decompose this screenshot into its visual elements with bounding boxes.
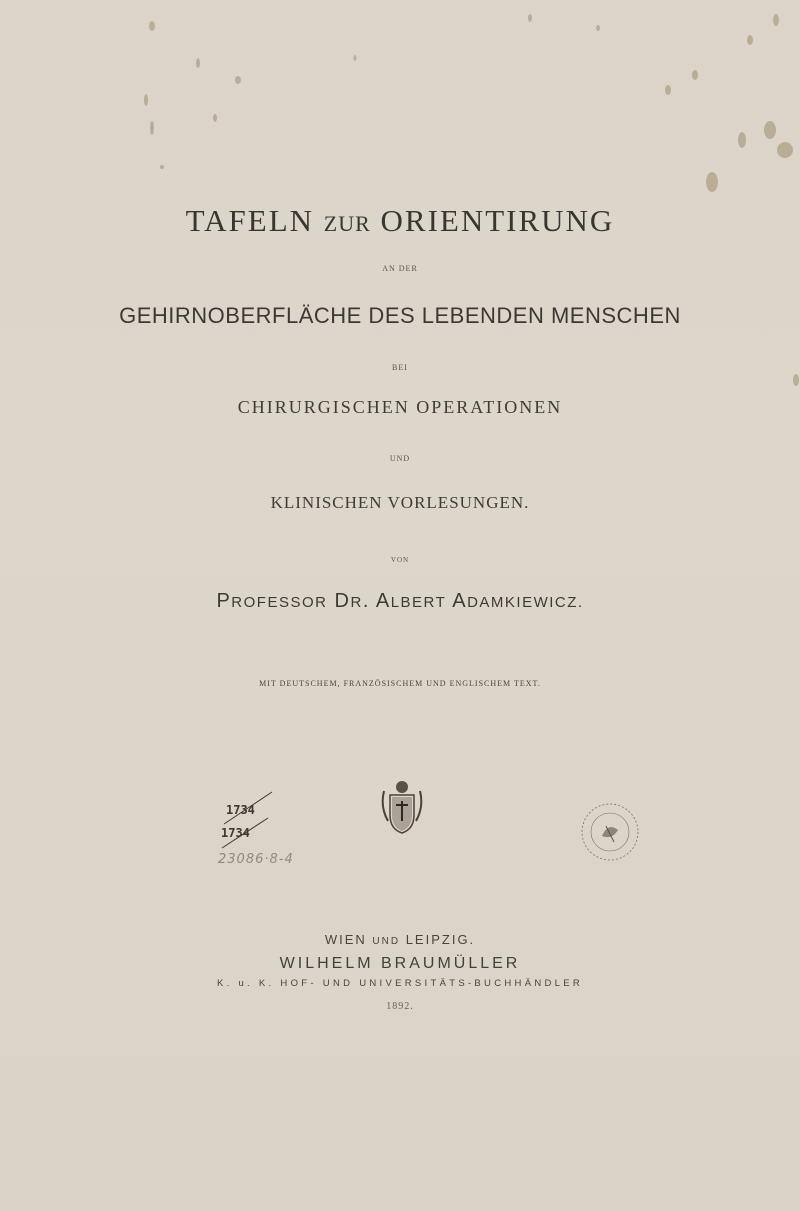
author-text: ROFESSOR xyxy=(231,594,328,611)
connector-von: VON xyxy=(390,556,410,564)
bookseller-line: K. u. K. HOF- UND UNIVERSITÄTS-BUCHHÄNDLER xyxy=(216,978,584,989)
author-initial: A xyxy=(375,590,391,612)
strike-lines xyxy=(220,790,280,850)
connector-bei: BEI xyxy=(392,363,408,372)
author-initial: A xyxy=(452,590,468,612)
publisher-name: WILHELM BRAUMÜLLER xyxy=(279,955,521,972)
library-stamp-icon xyxy=(576,796,644,868)
author-text: LBERT xyxy=(390,594,447,611)
connector-an-der: AN DER xyxy=(382,264,418,273)
language-note: MIT DEUTSCHEM, FRANZÖSISCHEM UND ENGLISCHEM TEXT. xyxy=(259,679,541,688)
foxing-stains xyxy=(0,0,800,400)
subtitle: GEHIRNOBERFLÄCHE DES LEBENDEN MENSCHEN xyxy=(119,303,681,328)
call-number-handwritten: 23086·8-4 xyxy=(218,852,294,867)
surgical-line: CHIRURGISCHEN OPERATIONEN xyxy=(237,397,563,417)
clinical-line: KLINISCHEN VORLESUNGEN. xyxy=(270,493,530,512)
call-number-2: 1734 xyxy=(221,826,250,840)
connector-und: UND xyxy=(389,454,411,463)
city-leipzig: LEIPZIG. xyxy=(405,932,476,947)
city-und: UND xyxy=(372,936,401,947)
call-number-1: 1734 xyxy=(226,803,255,817)
publisher-crest-icon xyxy=(378,777,426,835)
author-initial: D xyxy=(334,590,351,612)
author-text: R xyxy=(350,594,363,611)
author-initial: P xyxy=(216,590,232,612)
title-word-2: ORIENTIRUNG xyxy=(380,203,615,238)
author-name: PROFESSOR DR. ALBERT ADAMKIEWICZ. xyxy=(216,590,584,612)
title xyxy=(0,203,800,239)
author-text: DAMKIEWICZ. xyxy=(467,594,584,611)
imprint-city xyxy=(0,932,800,947)
city-wien: WIEN xyxy=(324,932,367,947)
title-word-1: TAFELN xyxy=(185,203,315,238)
title-word-zur: ZUR xyxy=(323,211,371,236)
publication-year: 1892. xyxy=(386,1001,414,1012)
